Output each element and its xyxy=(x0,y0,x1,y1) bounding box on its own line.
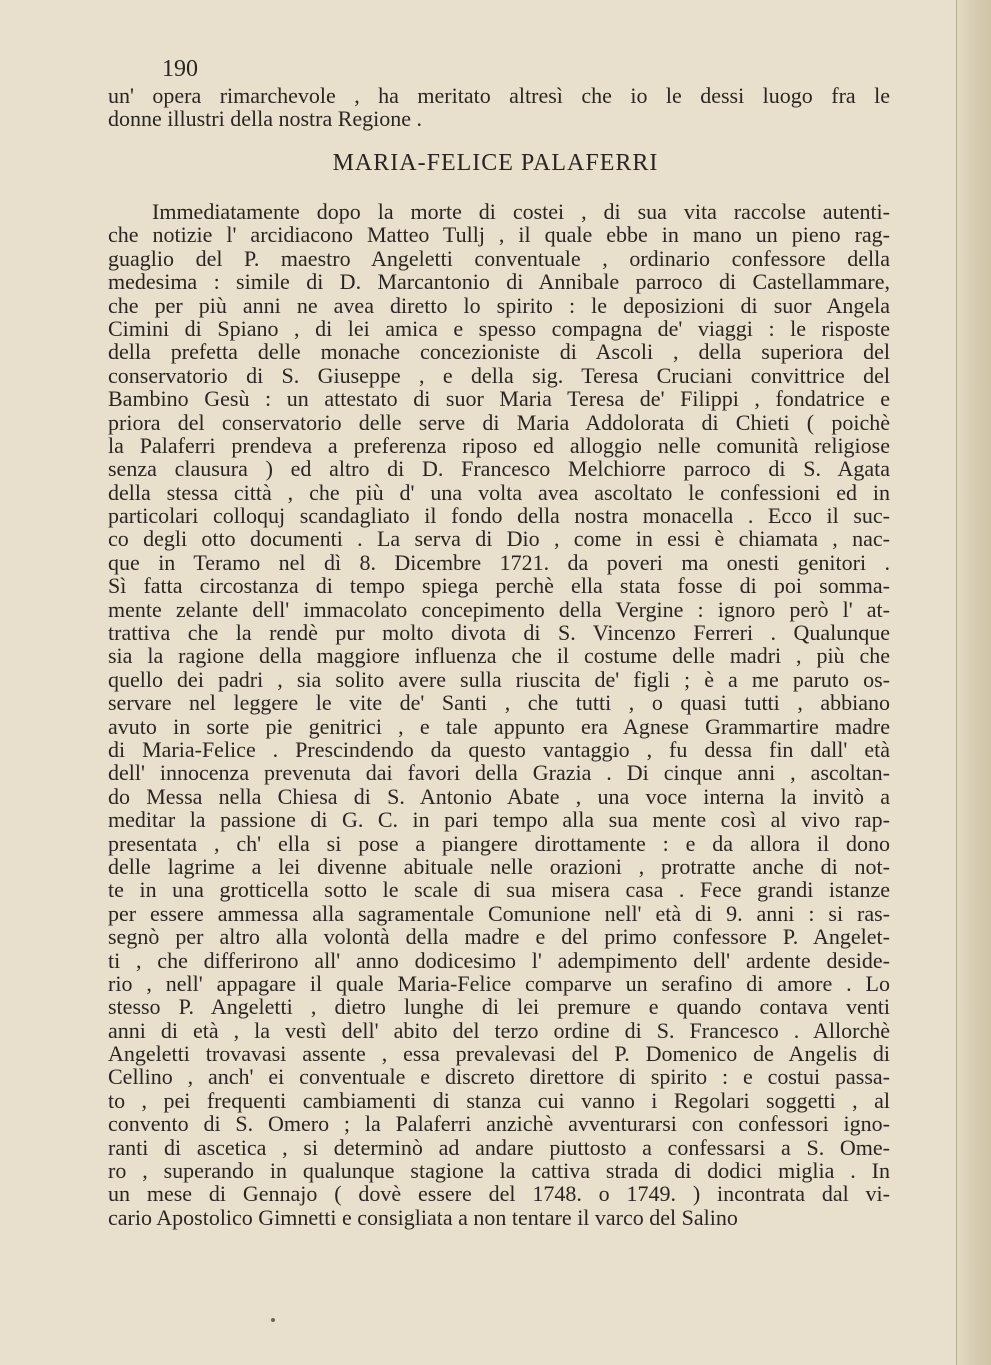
text-line: servare nel leggere le vite de' Santi , che tutti , o quasi tutti , abbiano xyxy=(108,690,890,716)
text-line: to , pei frequenti cambiamenti di stanza cui vanno i Regolari soggetti , al xyxy=(108,1087,890,1113)
text-line: convento di S. Omero ; la Palaferri anzichè avventurarsi con confessori igno- xyxy=(108,1111,890,1137)
text-line: mente zelante dell' immacolato concepimento della Vergine : ignoro però l' at- xyxy=(108,596,890,622)
text-line: ranti di ascetica , si determinò ad andare piuttosto a confessarsi a S. Ome- xyxy=(108,1134,890,1160)
text-line: un' opera rimarchevole , ha meritato altresì che io le dessi luogo fra le xyxy=(108,83,890,108)
text-line: un mese di Gennajo ( dovè essere del 1748. o 1749. ) incontrata dal vi- xyxy=(108,1181,890,1207)
text-line: donne illustri della nostra Regione . xyxy=(108,106,423,132)
text-line: particolari colloquj scandagliato il fondo della nostra monacella . Ecco il suc- xyxy=(108,503,890,529)
text-line: che per più anni ne avea diretto lo spirito : le deposizioni di suor Angela xyxy=(108,292,890,318)
text-line: ti , che differirono all' anno dodicesimo l' adempimento dell' ardente deside- xyxy=(108,947,890,973)
ink-speck xyxy=(271,1318,275,1322)
text-line: conservatorio di S. Giuseppe , e della sig. Teresa Cruciani convittrice del xyxy=(108,362,890,388)
closing-paragraph xyxy=(108,84,890,131)
text-line: medesima : simile di D. Marcantonio di Annibale parroco di Castellammare, xyxy=(108,269,890,295)
text-line: senza clausura ) ed altro di D. Francesco Melchiorre parroco di S. Agata xyxy=(108,456,890,482)
page-edge xyxy=(956,0,991,1365)
text-line: priora del conservatorio delle serve di Maria Addolorata di Chieti ( poichè xyxy=(108,409,890,435)
text-line: te in una grotticella sotto le scale di sua misera casa . Fece grandi istanze xyxy=(108,877,890,903)
page-number: 190 xyxy=(162,56,198,82)
text-line: sia la ragione della maggiore influenza che il costume delle madri , più che xyxy=(108,643,890,669)
text-line: Cellino , anch' ei conventuale e discreto direttore di spirito : e costui passa- xyxy=(108,1064,890,1090)
text-line: della prefetta delle monache concezioniste di Ascoli , della superiora del xyxy=(108,339,890,365)
text-line: della stessa città , che più d' una volta avea ascoltato le confessioni ed in xyxy=(108,479,890,505)
text-line: Sì fatta circostanza di tempo spiega perchè ella stata fosse di poi somma- xyxy=(108,573,890,599)
text-line: que in Teramo nel dì 8. Dicembre 1721. da poveri ma onesti genitori . xyxy=(108,549,890,575)
text-line: segnò per altro alla volontà della madre e del primo confessore P. Angelet- xyxy=(108,924,890,950)
text-line: per essere ammessa alla sagramentale Comunione nell' età di 9. anni : si ras- xyxy=(108,900,890,926)
text-line: avuto in sorte pie genitrici , e tale appunto era Agnese Grammartire madre xyxy=(108,713,890,739)
text-line: Bambino Gesù : un attestato di suor Maria Teresa de' Filippi , fondatrice e xyxy=(108,386,890,412)
text-line: meditar la passione di G. C. in pari tempo alla sua mente così al vivo rap- xyxy=(108,807,890,833)
text-line: rio , nell' appagare il quale Maria-Felice comparve un serafino di amore . Lo xyxy=(108,970,890,996)
text-line: trattiva che la rendè pur molto divota di S. Vincenzo Ferreri . Qualunque xyxy=(108,620,890,646)
text-line: dell' innocenza prevenuta dai favori della Grazia . Di cinque anni , ascoltan- xyxy=(108,760,890,786)
text-line: la Palaferri prendeva a preferenza riposo ed alloggio nelle comunità religiose xyxy=(108,432,890,458)
text-line: quello dei padri , sia solito avere sulla riuscita de' figli ; è a me paruto os- xyxy=(108,666,890,692)
text-line: Cimini di Spiano , di lei amica e spesso compagna de' viaggi : le risposte xyxy=(108,315,890,341)
text-line: ro , superando in qualunque stagione la cattiva strada di dodici miglia . In xyxy=(108,1158,890,1184)
text-line: anni di età , la vestì dell' abito del terzo ordine di S. Francesco . Allorchè xyxy=(108,1017,890,1043)
text-line: di Maria-Felice . Prescindendo da questo vantaggio , fu dessa fin dall' età xyxy=(108,736,890,762)
text-line: presentata , ch' ella si pose a piangere dirottamente : e da allora il dono xyxy=(108,830,890,856)
body-paragraph xyxy=(108,200,890,1229)
text-line: do Messa nella Chiesa di S. Antonio Abate , una voce interna la invitò a xyxy=(108,783,890,809)
text-line: delle lagrime a lei divenne abituale nelle orazioni , protratte anche di not- xyxy=(108,853,890,879)
text-line: cario Apostolico Gimnetti e consigliata a non tentare il varco del Salino xyxy=(108,1204,738,1230)
text-line: stesso P. Angeletti , dietro lunghe di lei premure e quando contava venti xyxy=(108,994,890,1020)
text-line: co degli otto documenti . La serva di Dio , come in essi è chiamata , nac- xyxy=(108,526,890,552)
text-line: Angeletti trovavasi assente , essa prevalevasi del P. Domenico de Angelis di xyxy=(108,1041,890,1067)
text-line: guaglio del P. maestro Angeletti conventuale , ordinario confessore della xyxy=(108,245,890,271)
text-line: Immediatamente dopo la morte di costei , di sua vita raccolse autenti- xyxy=(152,199,890,224)
text-line: che notizie l' arcidiacono Matteo Tullj , il quale ebbe in mano un pieno rag- xyxy=(108,222,890,248)
section-heading: MARIA-FELICE PALAFERRI xyxy=(332,150,659,176)
